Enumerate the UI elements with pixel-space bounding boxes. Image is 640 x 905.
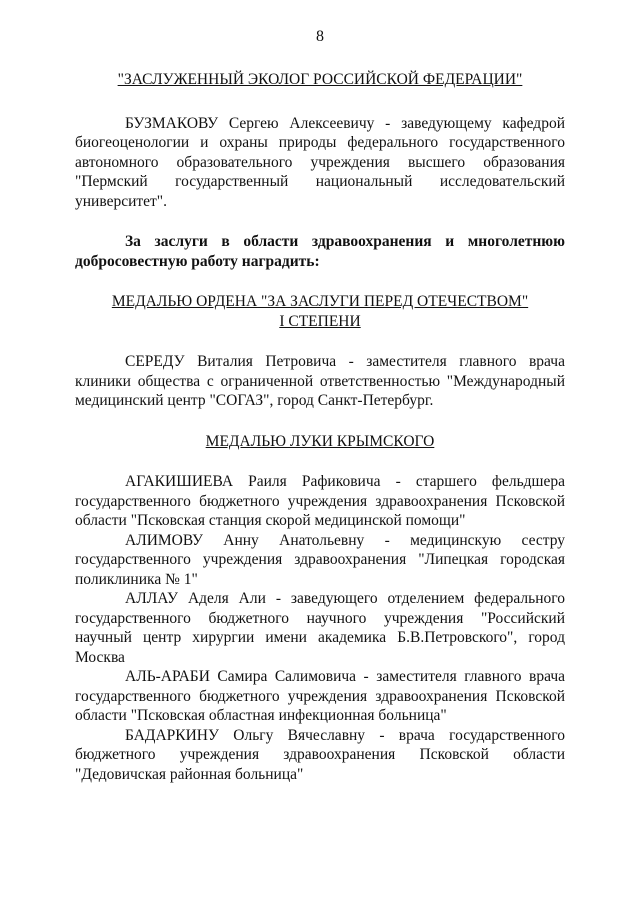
recipient-paragraph: АЛЬ-АРАБИ Самира Салимовича - заместителя главного врача государственного бюджетного учреждения здравоохранения Псковской области "Псковская областная инфекционная больница" (75, 668, 565, 724)
award-title-order-medal-line1: МЕДАЛЬЮ ОРДЕНА "ЗА ЗАСЛУГИ ПЕРЕД ОТЕЧЕСТВОМ" (111, 293, 529, 310)
recipient-paragraph: БУЗМАКОВУ Сергею Алексеевичу - заведующему кафедрой биогеоценологии и охраны природы федерального государственного автономного образовательного учреждения высшего образования "Пермский государственный национальный исследовательский университет". (75, 114, 565, 210)
recipient-paragraph: АЛИМОВУ Анну Анатольевну - медицинскую сестру государственного учреждения здравоохранения "Липецкая городская поликлиника № 1" (75, 531, 565, 588)
decree-text: За заслуги в области здравоохранения и многолетнюю добросовестную работу наградить: (75, 233, 565, 270)
page-number: 8 (316, 28, 324, 45)
document-body (75, 70, 565, 784)
award-title-order-medal-line2: I СТЕПЕНИ (279, 312, 361, 330)
recipient-paragraph: АГАКИШИЕВА Раиля Рафиковича - старшего фельдшера государственного бюджетного учреждения здравоохранения Псковской области "Псковская станция скорой медицинской помощи" (75, 473, 565, 529)
recipient-paragraph: АЛЛАУ Аделя Али - заведующего отделением федерального государственного бюджетного научного учреждения "Российский научный центр хирургии имени академика Б.В.Петровского", город Москва (75, 590, 565, 666)
award-title-luka-krymsky-medal: МЕДАЛЬЮ ЛУКИ КРЫМСКОГО (205, 432, 435, 450)
recipient-paragraph: БАДАРКИНУ Ольгу Вячеславну - врача государственного бюджетного учреждения здравоохранения Псковской области "Дедовичская районная больница" (75, 726, 565, 783)
recipient-paragraph: СЕРЕДУ Виталия Петровича - заместителя главного врача клиники общества с ограниченной ответственностью "Международный медицинский центр "СОГАЗ", город Санкт-Петербург. (75, 353, 565, 409)
award-title-honored-ecologist: "ЗАСЛУЖЕННЫЙ ЭКОЛОГ РОССИЙСКОЙ ФЕДЕРАЦИИ" (117, 71, 523, 88)
